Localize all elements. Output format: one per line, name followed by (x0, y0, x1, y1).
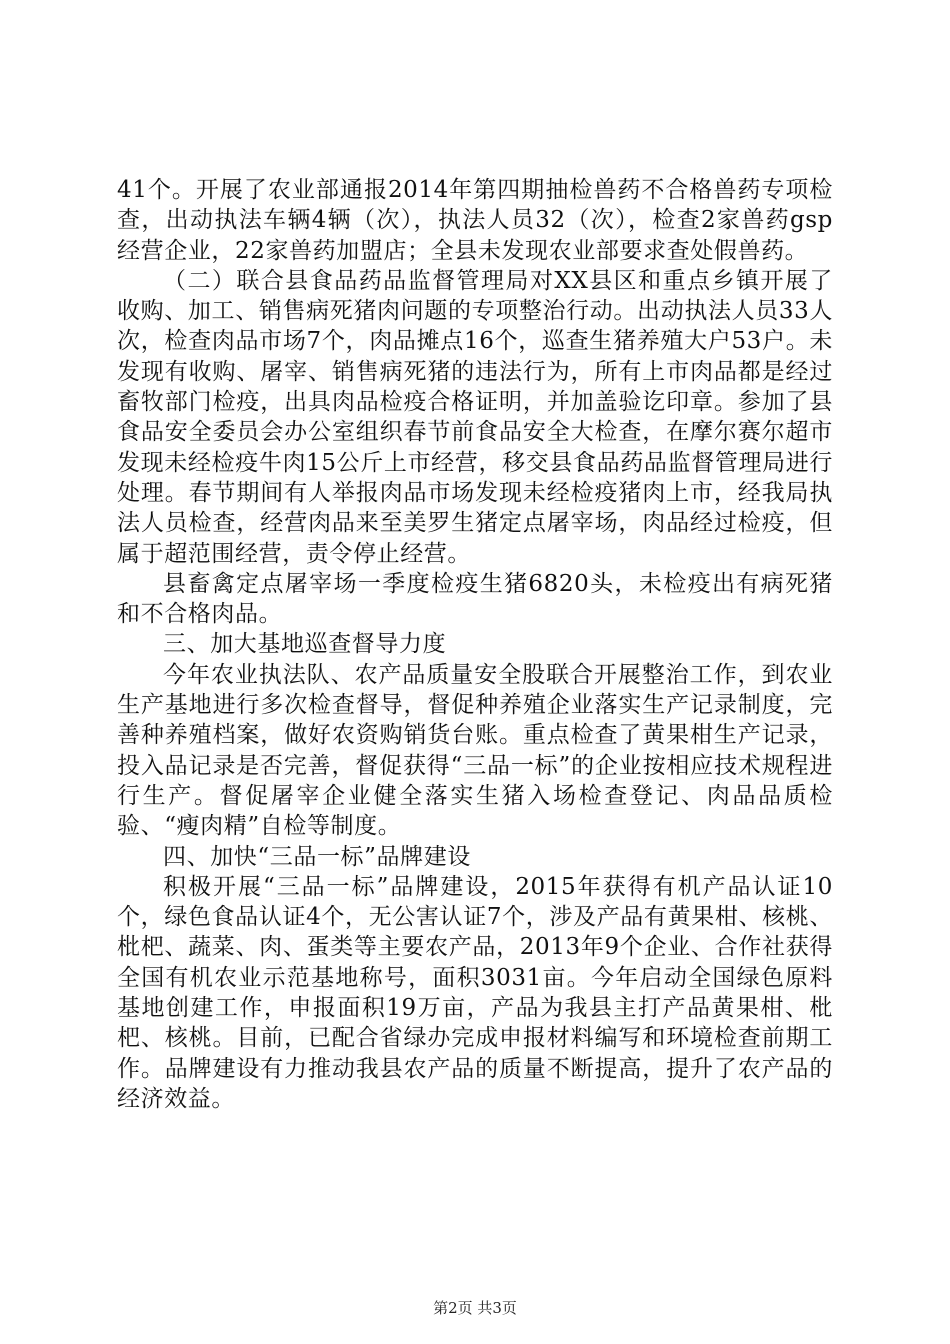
paragraph-continuation: 41个。开展了农业部通报2014年第四期抽检兽药不合格兽药专项检查，出动执法车辆4辆（次），执法人员32（次），检查2家兽药gsp经营企业，22家兽药加盟店；全县未发现农业部要求查处假兽药。 (117, 177, 833, 264)
page-footer: 第2页 共3页 (433, 1299, 517, 1317)
document-body (117, 175, 833, 1114)
paragraph-joint-inspection: （二）联合县食品药品监督管理局对XX县区和重点乡镇开展了收购、加工、销售病死猪肉问题的专项整治行动。出动执法人员33人次，检查肉品市场7个，肉品摊点16个，巡查生猪养殖大户53户。未发现有收购、屠宰、销售病死猪的违法行为，所有上市肉品都是经过畜牧部门检疫，出具肉品检疫合格证明，并加盖验讫印章。参加了县食品安全委员会办公室组织春节前食品安全大检查，在摩尔赛尔超市发现未经检疫牛肉15公斤上市经营，移交县食品药品监督管理局进行处理。春节期间有人举报肉品市场发现未经检疫猪肉上市，经我局执法人员检查，经营肉品来至美罗生猪定点屠宰场，肉品经过检疫，但属于超范围经营，责令停止经营。 (117, 267, 833, 567)
section-heading-4: 四、加快“三品一标”品牌建设 (163, 843, 471, 870)
paragraph-slaughterhouse-quarantine: 县畜禽定点屠宰场一季度检疫生猪6820头，未检疫出有病死猪和不合格肉品。 (117, 570, 833, 628)
paragraph-brand-building: 积极开展“三品一标”品牌建设，2015年获得有机产品认证10个，绿色食品认证4个，无公害认证7个，涉及产品有黄果柑、核桃、枇杷、蔬菜、肉、蛋类等主要农产品，2013年9个企业、合作社获得全国有机农业示范基地称号，面积3031亩。今年启动全国绿色原料基地创建工作，申报面积19万亩，产品为我县主打产品黄果柑、枇杷、核桃。目前，已配合省绿办完成申报材料编写和环境检查前期工作。品牌建设有力推动我县农产品的质量不断提高，提升了农产品的经济效益。 (117, 873, 833, 1112)
section-heading-3: 三、加大基地巡查督导力度 (163, 631, 447, 658)
paragraph-base-inspection: 今年农业执法队、农产品质量安全股联合开展整治工作，到农业生产基地进行多次检查督导，督促种养殖企业落实生产记录制度，完善种养殖档案，做好农资购销货台账。重点检查了黄果柑生产记录，投入品记录是否完善，督促获得“三品一标”的企业按相应技术规程进行生产。督促屠宰企业健全落实生猪入场检查登记、肉品品质检验、“瘦肉精”自检等制度。 (117, 661, 833, 840)
